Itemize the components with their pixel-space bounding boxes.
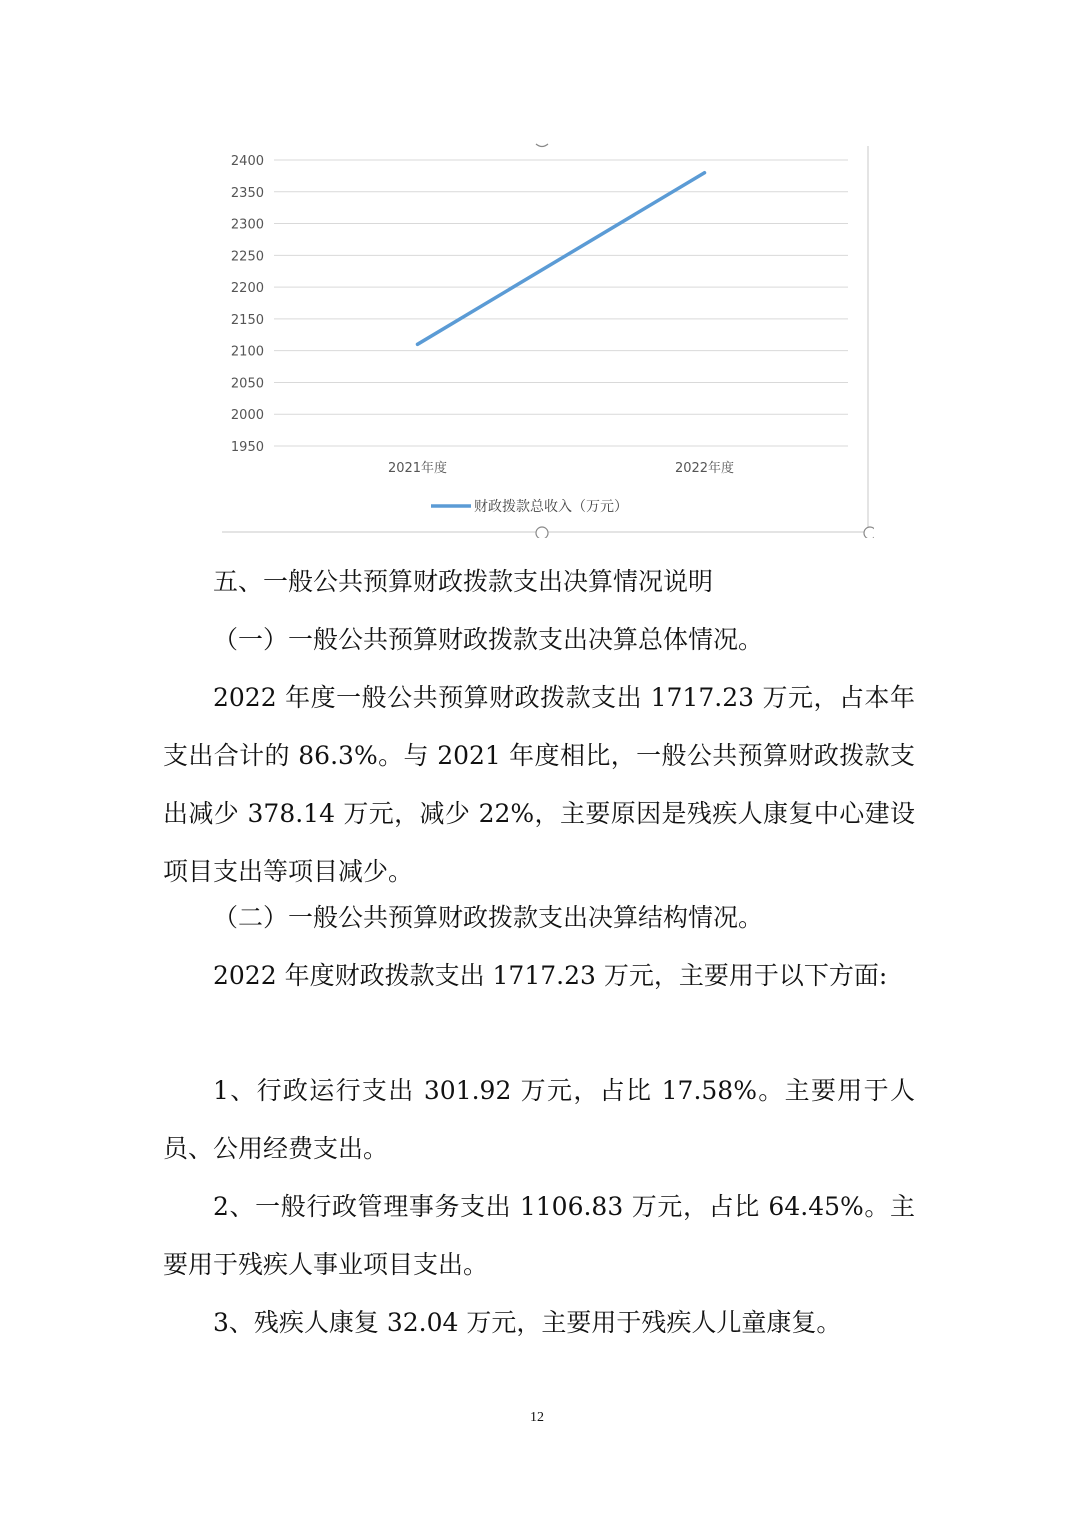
data-point-0-1 <box>703 171 706 174</box>
legend-label: 财政拨款总收入（万元） <box>474 499 628 515</box>
resize-handle-corner <box>864 527 874 538</box>
paragraph-structure: 2022 年度财政拨款支出 1717.23 万元，主要用于以下方面: <box>213 961 888 990</box>
y-tick-label-6: 2250 <box>230 249 264 265</box>
x-tick-label-0: 2021年度 <box>387 461 448 476</box>
revenue-line-chart <box>218 140 874 538</box>
paragraph-item-1: 1、行政运行支出 301.92 万元，占比 17.58%。主要用于人员、公用经费支出。 <box>163 1076 915 1163</box>
y-tick-label-4: 2150 <box>230 312 264 328</box>
chart-svg <box>218 140 874 538</box>
x-tick-label-1: 2022年度 <box>674 461 735 476</box>
section-heading: 五、一般公共预算财政拨款支出决算情况说明 <box>213 567 714 596</box>
page-number: 12 <box>530 1410 544 1425</box>
y-tick-label-0: 1950 <box>230 440 264 455</box>
subsection-heading-2: （二）一般公共预算财政拨款支出决算结构情况。 <box>213 903 764 932</box>
resize-handle-bottom <box>536 527 548 538</box>
y-tick-label-9: 2400 <box>230 154 264 169</box>
y-tick-label-7: 2300 <box>230 217 264 233</box>
resize-handle-top <box>536 144 548 147</box>
paragraph-item-3: 3、残疾人康复 32.04 万元，主要用于残疾人儿童康复。 <box>213 1308 842 1337</box>
y-tick-label-5: 2200 <box>230 281 264 297</box>
y-tick-label-1: 2000 <box>230 408 264 424</box>
paragraph-overview: 2022 年度一般公共预算财政拨款支出 1717.23 万元，占本年支出合计的 86.3%。与 2021 年度相比，一般公共预算财政拨款支出减少 378.14 万元，减少 22%，主要原因是残疾人康复中心建设项目支出等项目减少。 <box>163 683 915 886</box>
y-tick-label-3: 2100 <box>230 344 264 360</box>
paragraph-item-2: 2、一般行政管理事务支出 1106.83 万元，占比 64.45%。主要用于残疾人事业项目支出。 <box>163 1192 915 1279</box>
y-tick-label-2: 2050 <box>230 376 264 392</box>
data-point-0-0 <box>416 343 419 346</box>
y-tick-label-8: 2350 <box>230 185 264 201</box>
subsection-heading-1: （一）一般公共预算财政拨款支出决算总体情况。 <box>213 625 764 654</box>
